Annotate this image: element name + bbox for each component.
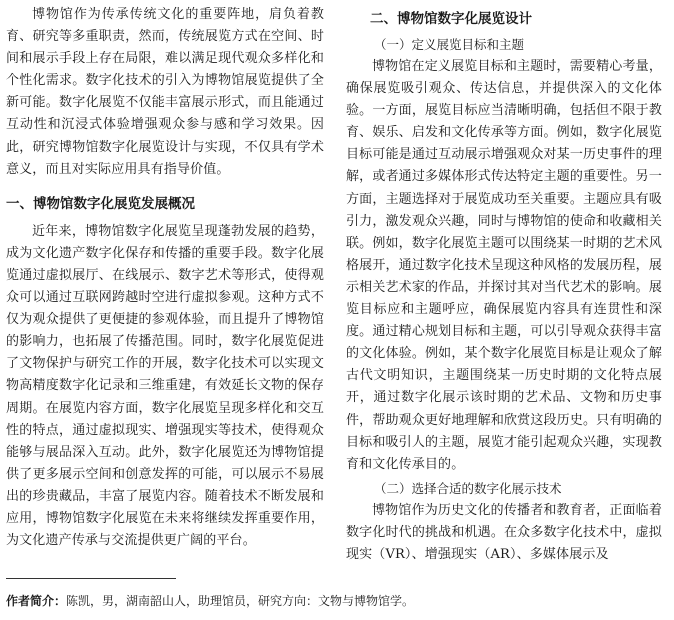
footnote-text: 陈凯，男，湖南韶山人，助理馆员，研究方向：文物与博物馆学。 bbox=[66, 594, 415, 608]
right-column bbox=[346, 4, 662, 566]
footnote-label: 作者简介： bbox=[6, 594, 67, 608]
left-column bbox=[6, 4, 324, 552]
intro-paragraph: 博物馆作为传承传统文化的重要阵地，肩负着教育、研究等多重职责，然而，传统展览方式在空间、时间和展示手段上存在局限，难以满足现代观众多样化和个性化需求。数字化技术的引入为博物馆展览提供了全新可能。数字化展览不仅能丰富展示形式，而且能通过互动性和沉浸式体验增强观众参与感和学习效果。因此，研究博物馆数字化展览设计与实现，不仅具有学术意义，而且对实际应用具有指导价值。 bbox=[6, 7, 324, 177]
section-heading-development: 一、博物馆数字化展览发展概况 bbox=[6, 195, 195, 212]
author-footnote bbox=[6, 592, 666, 610]
development-paragraph: 近年来，博物馆数字化展览呈现蓬勃发展的趋势，成为文化遗产数字化保存和传播的重要手段。数字化展览通过虚拟展厅、在线展示、数字艺术等形式，使得观众可以通过互联网跨越时空进行虚拟参观。这种方式不仅为观众提供了更便捷的参观体验，而且提升了博物馆的影响力，也拓展了传播范围。同时，数字化展览促进了文物保护与研究工作的开展，数字化技术可以实现文物高精度数字化记录和三维重建，有效延长文物的保存周期。在展览内容方面，数字化展览呈现多样化和交互性的特点，通过虚拟现实、增强现实等技术，使得观众能够与展品深入互动。此外，数字化展览还为博物馆提供了更多展示空间和创意发挥的可能，可以展示不易展出的珍贵藏品，丰富了展览内容。随着技术不断发展和应用，博物馆数字化展览在未来将继续发挥重要作用，为文化遗产传承与交流提供更广阔的平台。 bbox=[6, 223, 324, 549]
subheading-display-technology: （二）选择合适的数字化展示技术 bbox=[374, 480, 562, 496]
subheading-goals-themes: （一）定义展览目标和主题 bbox=[374, 37, 525, 52]
footnote-divider bbox=[6, 578, 176, 579]
section-heading-design: 二、博物馆数字化展览设计 bbox=[370, 11, 532, 27]
technology-paragraph: 博物馆作为历史文化的传播者和教育者，正面临着数字化时代的挑战和机遇。在众多数字化技术中，虚拟现实（VR）、增强现实（AR）、多媒体展示及 bbox=[346, 502, 662, 562]
goals-paragraph: 博物馆在定义展览目标和主题时，需要精心考量，确保展览吸引观众、传达信息，并提供深入的文化体验。一方面，展览目标应当清晰明确，包括但不限于教育、娱乐、启发和文化传承等方面。例如，数字化展览目标可能是通过互动展示增强观众对某一历史事件的理解，或者通过多媒体形式传达特定主题的重要性。另一方面，主题选择对于展览成功至关重要。主题应具有吸引力，激发观众兴趣，同时与博物馆的使命和收藏相关联。例如，数字化展览主题可以围绕某一时期的艺术风格展开，通过数字化技术呈现这种风格的发展历程，展示相关艺术家的作品，并探讨其对当代艺术的影响。展览目标应和主题呼应，确保展览内容具有连贯性和深度。通过精心规划目标和主题，可以引导观众获得丰富的文化体验。例如，某个数字化展览目标是让观众了解古代文明知识，主题围绕某一历史时期的文化特点展开，通过数字化展示该时期的艺术品、文物和历史事件，帮助观众更好地理解和欣赏这段历史。只有明确的目标和吸引人的主题，展览才能引起观众兴趣，实现教育和文化传承目的。 bbox=[346, 59, 662, 472]
